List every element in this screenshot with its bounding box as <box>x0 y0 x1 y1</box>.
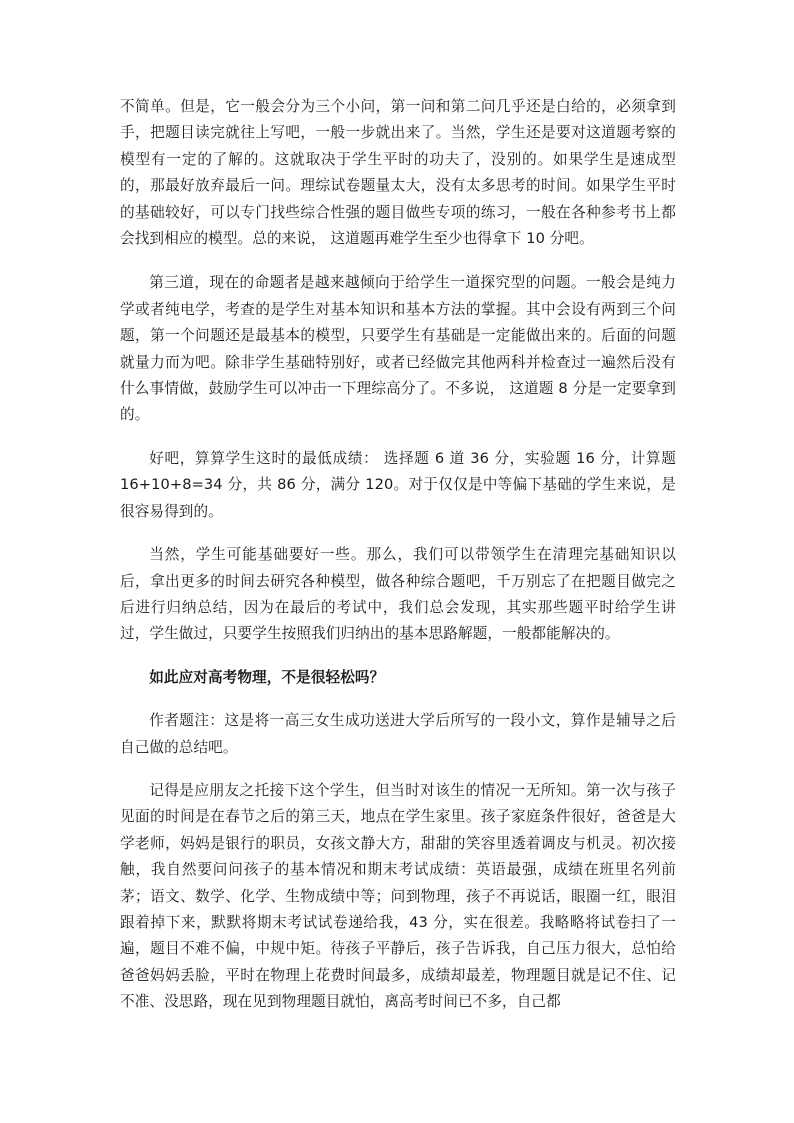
paragraph-minimum-score: 好吧，算算学生这时的最低成绩： 选择题 6 道 36 分，实验题 16 分，计算题 16+10+8=34 分，共 86 分，满分 120。对于仅仅是中等偏下基础的学生来说，是很容易得到的。 <box>120 449 676 520</box>
paragraph-model-question: 不简单。但是，它一般会分为三个小问，第一问和第二问几乎还是白给的，必须拿到手，把题目读完就往上写吧，一般一步就出来了。当然，学生还是要对这道题考察的模型有一定的了解的。这就取决于学生平时的功夫了，没别的。如果学生是速成型的，那最好放弃最后一问。理综试卷题量太大，没有太多思考的时间。如果学生平时的基础较好，可以专门找些综合性强的题目做些专项的练习，一般在各种参考书上都会找到相应的模型。总的来说， 这道题再难学生至少也得拿下 10 分吧。 <box>120 98 676 248</box>
document-body <box>120 94 676 1016</box>
paragraph-third-question: 第三道，现在的命题者是越来越倾向于给学生一道探究型的问题。一般会是纯力学或者纯电学，考查的是学生对基本知识和基本方法的掌握。其中会设有两到三个问题，第一个问题还是最基本的模型，只要学生有基础是一定能做出来的。后面的问题就量力而为吧。除非学生基础特别好，或者已经做完其他两科并检查过一遍然后没有什么事情做，鼓励学生可以冲击一下理综高分了。不多说， 这道题 8 分是一定要拿到的。 <box>120 274 676 424</box>
paragraph-author-note: 作者题注：这是将一高三女生成功送进大学后所写的一段小文，算作是辅导之后自己做的总结吧。 <box>120 712 676 756</box>
paragraph-story: 记得是应朋友之托接下这个学生，但当时对该生的情况一无所知。第一次与孩子见面的时间是在春节之后的第三天，地点在学生家里。孩子家庭条件很好，爸爸是大学老师，妈妈是银行的职员，女孩文静大方，甜甜的笑容里透着调皮与机灵。初次接触，我自然要问问孩子的基本情况和期末考试成绩：英语最强，成绩在班里名列前茅；语文、数学、化学、生物成绩中等；问到物理，孩子不再说话，眼圈一红，眼泪跟着掉下来，默默将期末考试试卷递给我，43 分，实在很差。我略略将试卷扫了一遍，题目不难不偏，中规中矩。待孩子平静后，孩子告诉我，自己压力很大，总怕给爸爸妈妈丢脸，平时在物理上花费时间最多，成绩却最差，物理题目就是记不住、记不准、没思路，现在见到物理题目就怕，离高考时间已不多，自己都 <box>120 781 676 1011</box>
section-heading: 如此应对高考物理，不是很轻松吗？ <box>149 668 385 686</box>
paragraph-better-foundation: 当然，学生可能基础要好一些。那么，我们可以带领学生在清理完基础知识以后，拿出更多的时间去研究各种模型，做各种综合题吧，千万别忘了在把题目做完之后进行归纳总结，因为在最后的考试中，我们总会发现，其实那些题平时给学生讲过，学生做过，只要学生按照我们归纳出的基本思路解题，一般都能解决的。 <box>120 546 676 643</box>
